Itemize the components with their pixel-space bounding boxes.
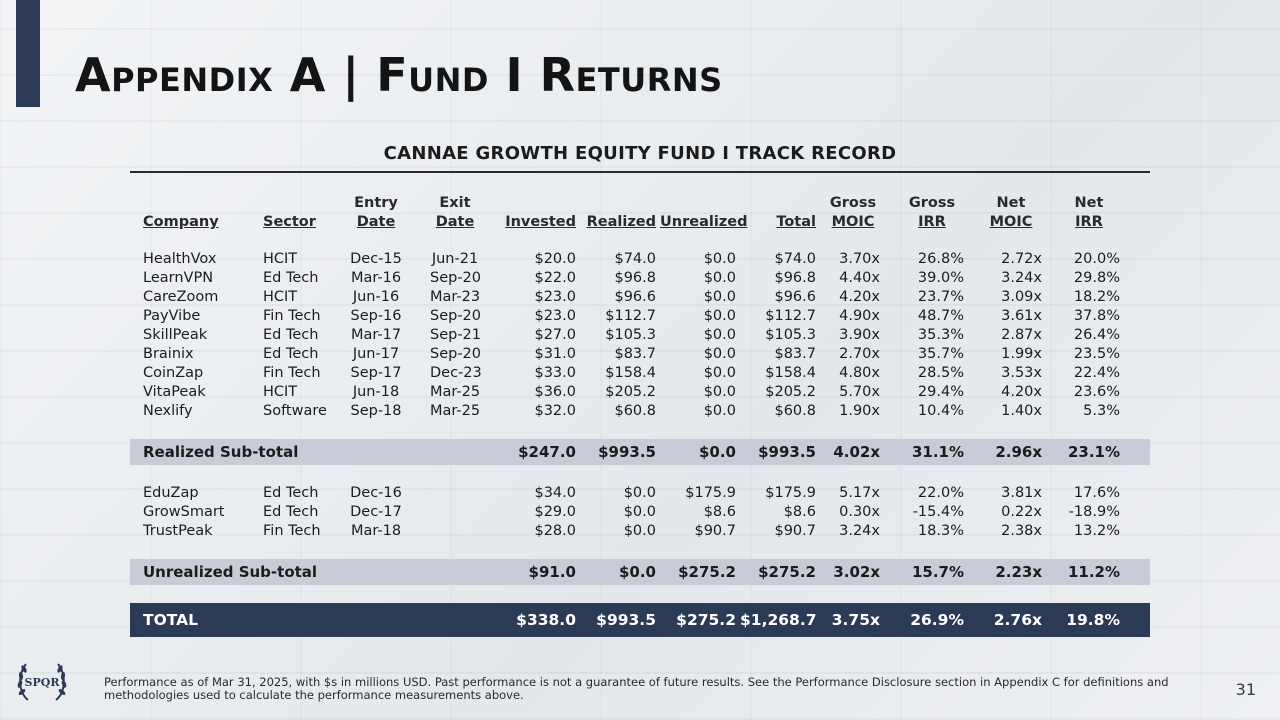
subtotal-gross-moic: 4.02x xyxy=(833,443,880,461)
cell-net-moic: 3.24x xyxy=(1001,270,1042,286)
table-row xyxy=(130,522,1150,541)
cell-company: TrustPeak xyxy=(143,523,213,539)
cell-unrealized: $90.7 xyxy=(694,523,736,539)
cell-entry-date: Dec-17 xyxy=(350,504,402,520)
cell-invested: $34.0 xyxy=(534,485,576,501)
cell-exit-date: Mar-23 xyxy=(430,289,481,305)
header-net-irr: Net IRR xyxy=(1074,195,1104,230)
cell-gross-irr: -15.4% xyxy=(912,504,964,520)
cell-realized: $60.8 xyxy=(614,403,656,419)
header-gross-irr: Gross IRR xyxy=(908,195,956,230)
header-invested: Invested xyxy=(505,214,576,230)
cell-company: LearnVPN xyxy=(143,270,214,286)
total-realized: $993.5 xyxy=(596,611,656,629)
cell-unrealized: $0.0 xyxy=(703,251,736,267)
cell-unrealized: $8.6 xyxy=(703,504,736,520)
total-unrealized: $275.2 xyxy=(676,611,736,629)
cell-unrealized: $0.0 xyxy=(703,403,736,419)
cell-net-irr: 20.0% xyxy=(1073,251,1120,267)
cell-entry-date: Jun-18 xyxy=(352,384,400,400)
cell-net-irr: 23.5% xyxy=(1073,346,1120,362)
total-gross-moic: 3.75x xyxy=(831,611,880,629)
cell-invested: $22.0 xyxy=(534,270,576,286)
cell-net-moic: 3.81x xyxy=(1001,485,1042,501)
cell-invested: $28.0 xyxy=(534,523,576,539)
total-label: TOTAL xyxy=(143,611,198,629)
subtotal-invested: $247.0 xyxy=(518,443,576,461)
cell-unrealized: $0.0 xyxy=(703,346,736,362)
cell-gross-moic: 3.24x xyxy=(839,523,880,539)
cell-entry-date: Sep-17 xyxy=(350,365,402,381)
cell-gross-irr: 39.0% xyxy=(917,270,964,286)
cell-net-irr: 26.4% xyxy=(1073,327,1120,343)
header-sector: Sector xyxy=(263,214,316,230)
cell-sector: Software xyxy=(263,403,327,419)
cell-gross-irr: 35.3% xyxy=(917,327,964,343)
cell-total: $175.9 xyxy=(765,485,816,501)
cell-net-irr: 17.6% xyxy=(1073,485,1120,501)
cell-total: $96.6 xyxy=(774,289,816,305)
subtotal-gross-irr: 15.7% xyxy=(911,563,964,581)
subtotal-total: $993.5 xyxy=(758,443,816,461)
header-realized: Realized xyxy=(586,214,656,230)
cell-unrealized: $0.0 xyxy=(703,365,736,381)
subtotal-net-irr: 23.1% xyxy=(1067,443,1120,461)
cell-unrealized: $0.0 xyxy=(703,270,736,286)
cell-realized: $105.3 xyxy=(605,327,656,343)
subtotal-invested: $91.0 xyxy=(528,563,576,581)
table-header xyxy=(130,190,1150,232)
header-total: Total xyxy=(776,214,816,230)
performance-footnote: Performance as of Mar 31, 2025, with $s in millions USD. Past performance is not a guarantee of future results. See the Performance Disclosure section in Appendix C for definitions and methodologies used to calculate the performance measurements above. xyxy=(104,675,1169,702)
cell-invested: $23.0 xyxy=(534,289,576,305)
cell-gross-moic: 4.80x xyxy=(839,365,880,381)
cell-realized: $96.6 xyxy=(614,289,656,305)
cell-total: $96.8 xyxy=(774,270,816,286)
cell-company: CareZoom xyxy=(143,289,219,305)
cell-gross-irr: 23.7% xyxy=(917,289,964,305)
svg-text:SPQR: SPQR xyxy=(24,676,60,689)
cell-total: $205.2 xyxy=(765,384,816,400)
table-row xyxy=(130,383,1150,402)
cell-sector: Ed Tech xyxy=(263,485,319,501)
total-total: $1,268.7 xyxy=(740,611,817,629)
cell-entry-date: Sep-18 xyxy=(350,403,402,419)
subtotal-gross-irr: 31.1% xyxy=(911,443,964,461)
cell-realized: $83.7 xyxy=(614,346,656,362)
cell-sector: Fin Tech xyxy=(263,308,321,324)
cell-company: VitaPeak xyxy=(143,384,206,400)
realized-subtotal-row xyxy=(130,439,1150,465)
cell-total: $74.0 xyxy=(774,251,816,267)
cell-sector: Ed Tech xyxy=(263,270,319,286)
cell-realized: $0.0 xyxy=(623,485,656,501)
table-row xyxy=(130,288,1150,307)
table-row xyxy=(130,250,1150,269)
cell-entry-date: Mar-18 xyxy=(350,523,402,539)
cell-total: $8.6 xyxy=(783,504,816,520)
cell-company: SkillPeak xyxy=(143,327,208,343)
cell-sector: Ed Tech xyxy=(263,327,319,343)
cell-net-moic: 3.53x xyxy=(1001,365,1042,381)
cell-company: HealthVox xyxy=(143,251,217,267)
cell-exit-date: Mar-25 xyxy=(430,384,481,400)
cell-entry-date: Dec-16 xyxy=(350,485,402,501)
cell-total: $83.7 xyxy=(774,346,816,362)
cell-net-moic: 3.09x xyxy=(1001,289,1042,305)
unrealized-subtotal-row xyxy=(130,559,1150,585)
cell-gross-moic: 5.17x xyxy=(839,485,880,501)
grand-total-row xyxy=(130,603,1150,637)
track-record-table xyxy=(130,190,1150,232)
cell-entry-date: Jun-16 xyxy=(352,289,400,305)
cell-net-irr: 22.4% xyxy=(1073,365,1120,381)
header-net-moic: Net MOIC xyxy=(989,195,1033,230)
slide-title: Appendix A | Fund I Returns xyxy=(75,48,723,102)
cell-gross-moic: 2.70x xyxy=(839,346,880,362)
cell-company: EduZap xyxy=(143,485,199,501)
cell-net-irr: 18.2% xyxy=(1073,289,1120,305)
cell-company: GrowSmart xyxy=(143,504,225,520)
cell-exit-date: Sep-20 xyxy=(430,346,482,362)
subtotal-unrealized: $0.0 xyxy=(698,443,736,461)
header-gross-moic: Gross MOIC xyxy=(829,195,877,230)
cell-total: $90.7 xyxy=(774,523,816,539)
subtotal-total: $275.2 xyxy=(758,563,816,581)
cell-total: $158.4 xyxy=(765,365,816,381)
cell-net-moic: 0.22x xyxy=(1001,504,1042,520)
cell-sector: Ed Tech xyxy=(263,346,319,362)
cell-company: PayVibe xyxy=(143,308,201,324)
header-unrealized: Unrealized xyxy=(660,214,748,230)
total-gross-irr: 26.9% xyxy=(910,611,964,629)
table-row xyxy=(130,326,1150,345)
cell-realized: $96.8 xyxy=(614,270,656,286)
cell-exit-date: Sep-21 xyxy=(430,327,482,343)
cell-exit-date: Mar-25 xyxy=(430,403,481,419)
cell-net-moic: 4.20x xyxy=(1001,384,1042,400)
cell-gross-irr: 29.4% xyxy=(917,384,964,400)
header-exit-date: Exit Date xyxy=(435,195,475,230)
table-row xyxy=(130,345,1150,364)
subtotal-net-moic: 2.23x xyxy=(995,563,1042,581)
cell-net-moic: 1.40x xyxy=(1001,403,1042,419)
subtotal-net-moic: 2.96x xyxy=(995,443,1042,461)
cell-total: $112.7 xyxy=(765,308,816,324)
table-row xyxy=(130,307,1150,326)
cell-sector: HCIT xyxy=(263,251,298,267)
cell-sector: Ed Tech xyxy=(263,504,319,520)
table-row xyxy=(130,402,1150,421)
cell-entry-date: Dec-15 xyxy=(350,251,402,267)
cell-net-irr: 5.3% xyxy=(1083,403,1120,419)
cell-net-moic: 2.72x xyxy=(1001,251,1042,267)
unrealized-investments xyxy=(130,484,1150,541)
cell-exit-date: Sep-20 xyxy=(430,308,482,324)
cell-company: Brainix xyxy=(143,346,194,362)
cell-total: $60.8 xyxy=(774,403,816,419)
cell-realized: $158.4 xyxy=(605,365,656,381)
total-invested: $338.0 xyxy=(516,611,576,629)
cell-entry-date: Sep-16 xyxy=(350,308,402,324)
cell-invested: $31.0 xyxy=(534,346,576,362)
table-row xyxy=(130,364,1150,383)
table-row xyxy=(130,269,1150,288)
cell-realized: $112.7 xyxy=(605,308,656,324)
cell-invested: $29.0 xyxy=(534,504,576,520)
accent-bar xyxy=(16,0,40,107)
cell-gross-moic: 1.90x xyxy=(839,403,880,419)
subtotal-label: Realized Sub-total xyxy=(143,443,299,461)
cell-gross-irr: 28.5% xyxy=(917,365,964,381)
cell-net-irr: 29.8% xyxy=(1073,270,1120,286)
cell-realized: $74.0 xyxy=(614,251,656,267)
cell-net-irr: -18.9% xyxy=(1068,504,1120,520)
cell-gross-moic: 3.90x xyxy=(839,327,880,343)
cell-invested: $36.0 xyxy=(534,384,576,400)
cell-gross-irr: 18.3% xyxy=(917,523,964,539)
table-row xyxy=(130,503,1150,522)
spqr-laurel-logo xyxy=(14,654,70,710)
header-company: Company xyxy=(143,214,219,230)
subtotal-realized: $993.5 xyxy=(598,443,656,461)
cell-gross-moic: 5.70x xyxy=(839,384,880,400)
cell-net-irr: 13.2% xyxy=(1073,523,1120,539)
cell-entry-date: Jun-17 xyxy=(352,346,400,362)
subtotal-label: Unrealized Sub-total xyxy=(143,563,318,581)
cell-realized: $0.0 xyxy=(623,523,656,539)
cell-invested: $20.0 xyxy=(534,251,576,267)
subtotal-unrealized: $275.2 xyxy=(678,563,736,581)
cell-invested: $32.0 xyxy=(534,403,576,419)
cell-entry-date: Mar-16 xyxy=(350,270,402,286)
cell-gross-moic: 4.40x xyxy=(839,270,880,286)
cell-gross-irr: 26.8% xyxy=(917,251,964,267)
cell-unrealized: $0.0 xyxy=(703,327,736,343)
page-number: 31 xyxy=(1235,680,1256,699)
cell-unrealized: $175.9 xyxy=(685,485,736,501)
cell-entry-date: Mar-17 xyxy=(350,327,402,343)
cell-realized: $205.2 xyxy=(605,384,656,400)
cell-unrealized: $0.0 xyxy=(703,308,736,324)
cell-sector: HCIT xyxy=(263,289,298,305)
total-net-moic: 2.76x xyxy=(993,611,1042,629)
cell-invested: $33.0 xyxy=(534,365,576,381)
cell-sector: Fin Tech xyxy=(263,523,321,539)
cell-gross-irr: 10.4% xyxy=(917,403,964,419)
cell-unrealized: $0.0 xyxy=(703,384,736,400)
cell-net-moic: 3.61x xyxy=(1001,308,1042,324)
cell-gross-irr: 35.7% xyxy=(917,346,964,362)
table-title: CANNAE GROWTH EQUITY FUND I TRACK RECORD xyxy=(383,143,897,164)
cell-realized: $0.0 xyxy=(623,504,656,520)
subtotal-net-irr: 11.2% xyxy=(1067,563,1120,581)
subtotal-gross-moic: 3.02x xyxy=(833,563,880,581)
cell-gross-irr: 22.0% xyxy=(917,485,964,501)
cell-gross-moic: 0.30x xyxy=(839,504,880,520)
cell-net-irr: 37.8% xyxy=(1073,308,1120,324)
title-divider xyxy=(130,171,1150,173)
subtotal-realized: $0.0 xyxy=(618,563,656,581)
cell-gross-moic: 3.70x xyxy=(839,251,880,267)
cell-net-moic: 2.87x xyxy=(1001,327,1042,343)
cell-net-irr: 23.6% xyxy=(1073,384,1120,400)
cell-gross-moic: 4.20x xyxy=(839,289,880,305)
cell-sector: HCIT xyxy=(263,384,298,400)
cell-sector: Fin Tech xyxy=(263,365,321,381)
cell-invested: $27.0 xyxy=(534,327,576,343)
cell-net-moic: 1.99x xyxy=(1001,346,1042,362)
cell-company: CoinZap xyxy=(143,365,204,381)
header-entry-date: Entry Date xyxy=(354,195,398,230)
table-row xyxy=(130,484,1150,503)
cell-total: $105.3 xyxy=(765,327,816,343)
cell-unrealized: $0.0 xyxy=(703,289,736,305)
cell-company: Nexlify xyxy=(143,403,193,419)
total-net-irr: 19.8% xyxy=(1066,611,1120,629)
cell-gross-moic: 4.90x xyxy=(839,308,880,324)
cell-exit-date: Sep-20 xyxy=(430,270,482,286)
cell-gross-irr: 48.7% xyxy=(917,308,964,324)
cell-exit-date: Dec-23 xyxy=(430,365,482,381)
cell-invested: $23.0 xyxy=(534,308,576,324)
realized-investments xyxy=(130,250,1150,421)
cell-exit-date: Jun-21 xyxy=(431,251,479,267)
cell-net-moic: 2.38x xyxy=(1001,523,1042,539)
